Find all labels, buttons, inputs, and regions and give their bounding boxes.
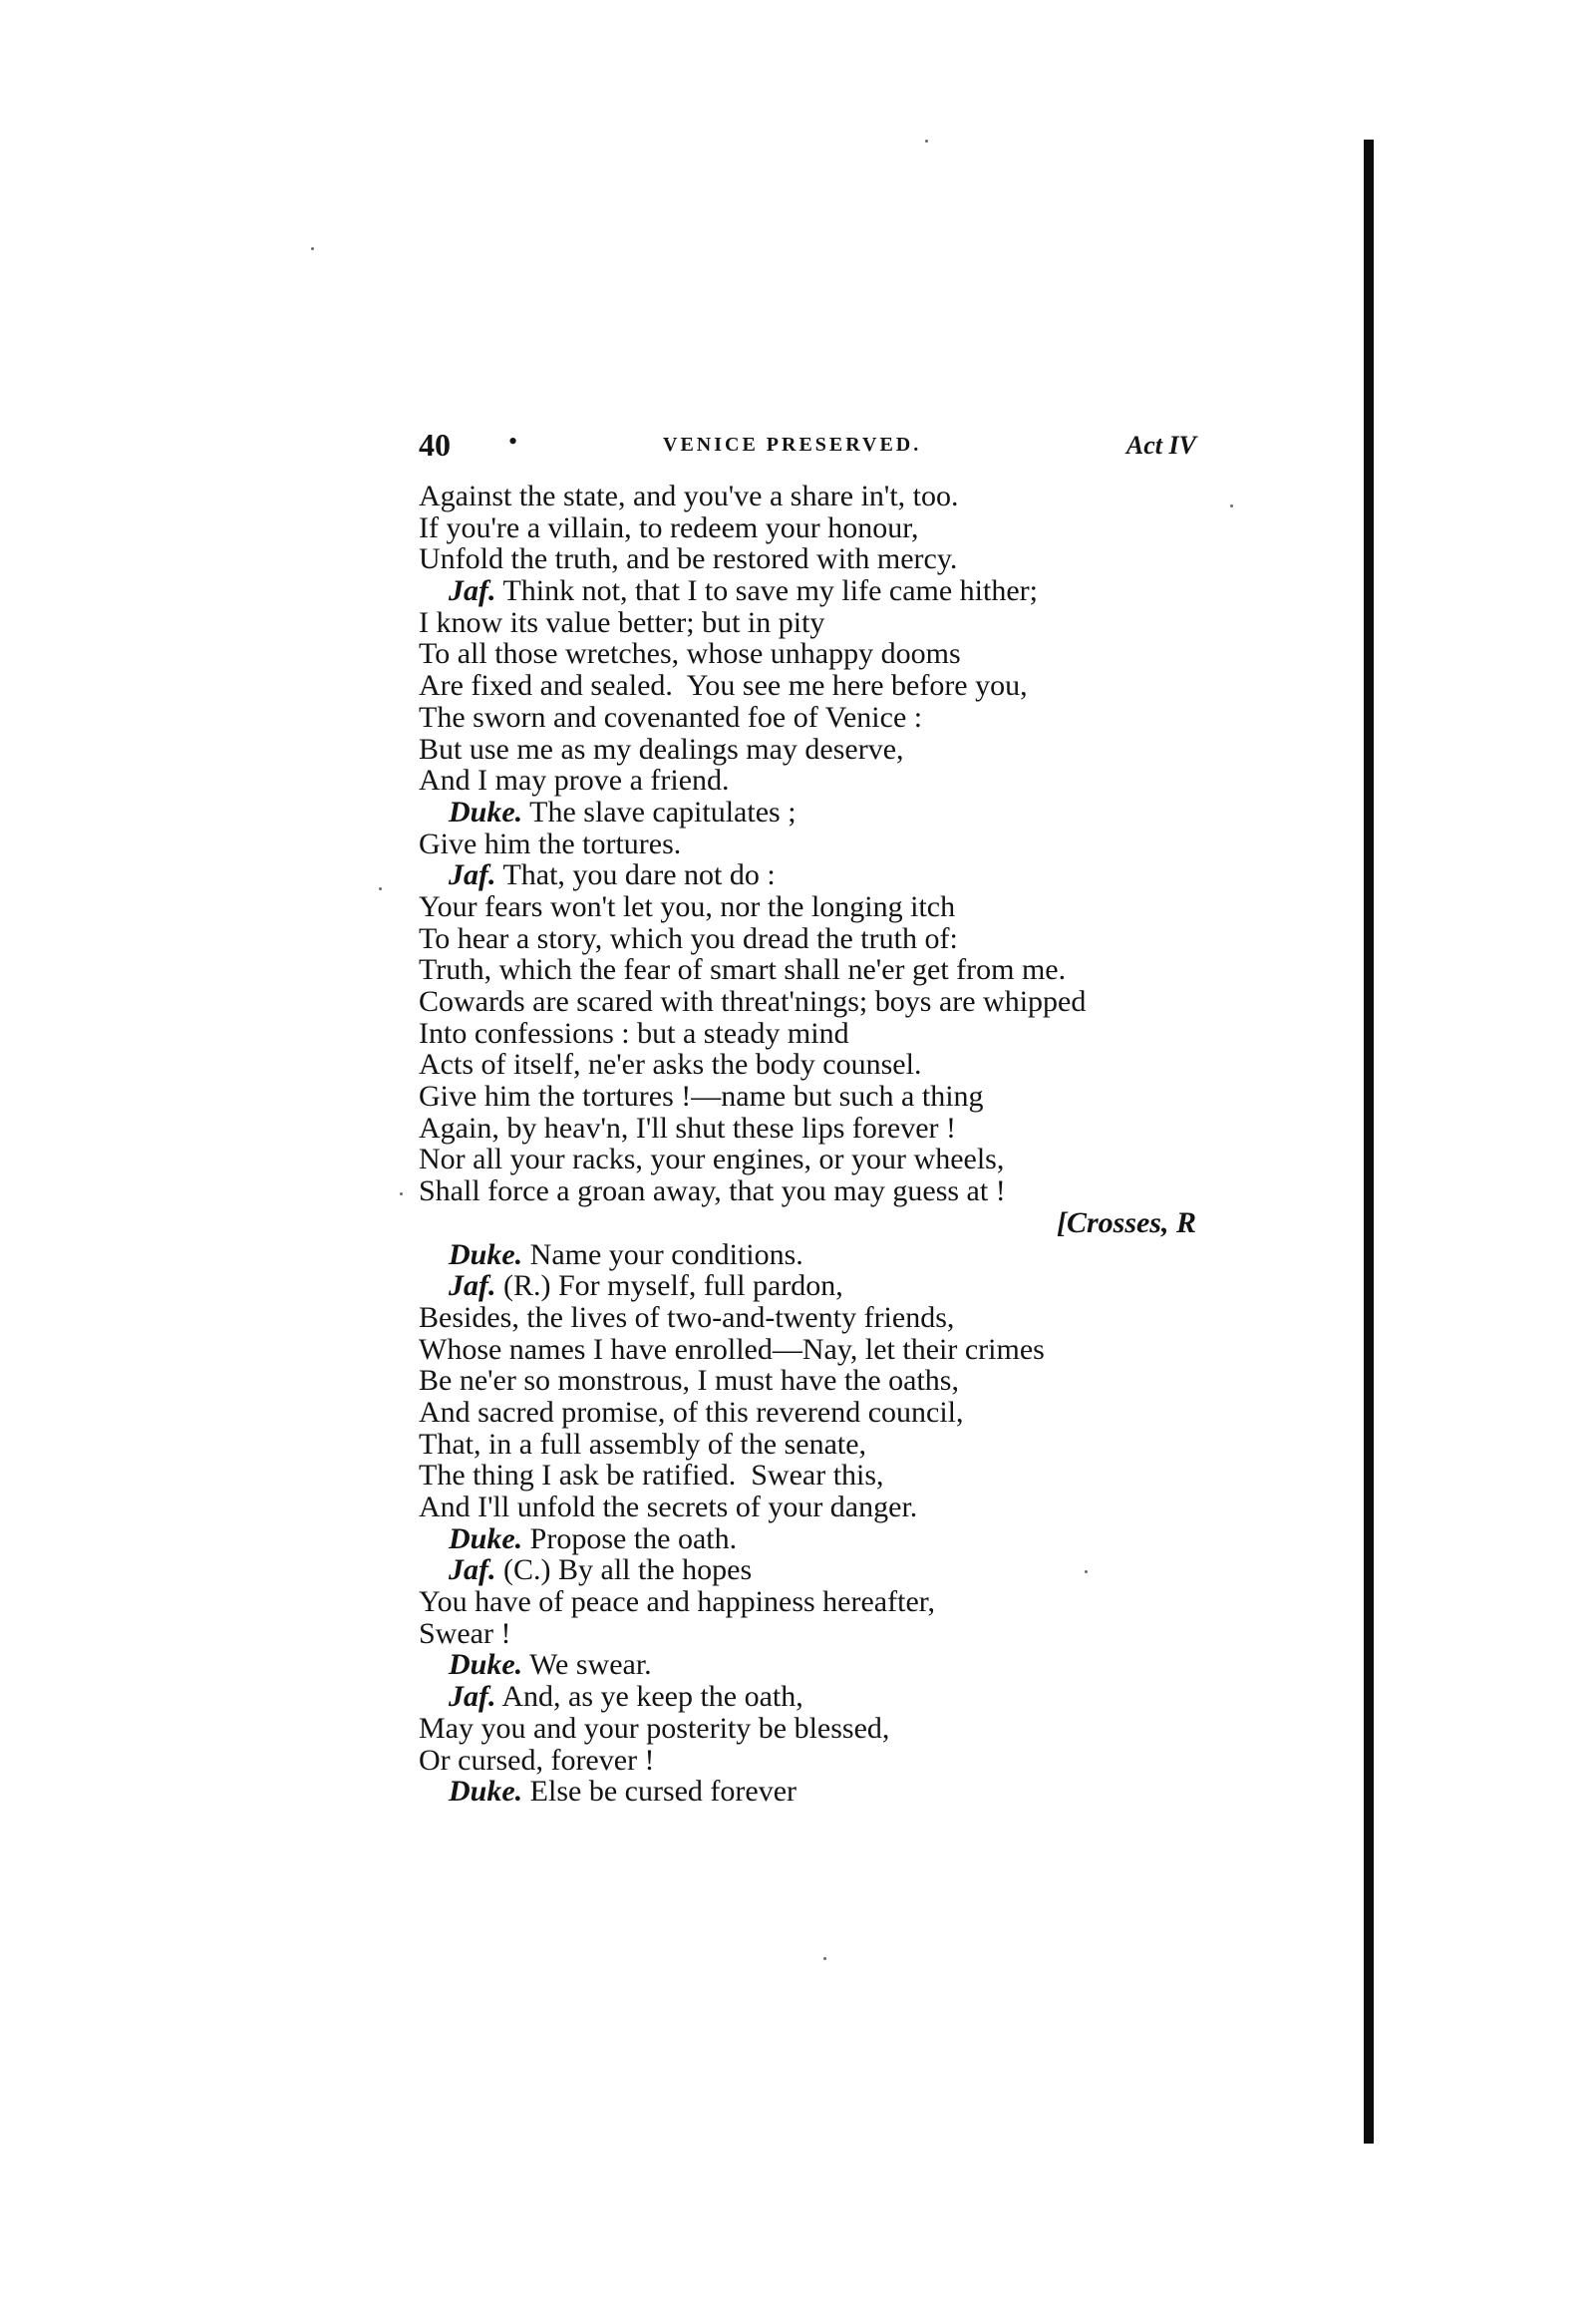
line-text: And I'll unfold the secrets of your danger. [419, 1491, 918, 1523]
line-text: Swear ! [419, 1616, 511, 1650]
line-text: May you and your posterity be blessed, [419, 1711, 890, 1745]
verse-line [419, 891, 1196, 923]
paper-speck [400, 1192, 403, 1195]
verse-line [419, 1081, 1196, 1113]
verse-line [419, 670, 1196, 702]
line-text: (C.) By all the hopes [495, 1553, 753, 1587]
speaker-name: Duke. [449, 1775, 523, 1809]
speaker-name: Jaf. [449, 1553, 496, 1587]
line-text: Truth, which the fear of smart shall ne'er get from me. [419, 953, 1067, 987]
verse-line [419, 1365, 1196, 1397]
verse-line [419, 1429, 1196, 1461]
book-spine-shadow [1364, 140, 1374, 2144]
line-text: Whose names I have enrolled—Nay, let their crimes [419, 1332, 1045, 1366]
line-text: Give him the tortures !—name but such a thing [419, 1080, 984, 1114]
verse-line [419, 1492, 1196, 1523]
line-text: Be ne'er so monstrous, I must have the oaths, [419, 1364, 959, 1398]
speaker-name: Jaf. [449, 1269, 496, 1303]
line-text: Nor all your racks, your engines, or your wheels, [419, 1143, 1005, 1176]
line-text: Are fixed and sealed. You see me here before you, [419, 669, 1028, 703]
act-label: Act IV [1125, 431, 1196, 460]
verse-line [419, 1144, 1196, 1175]
paper-speck [379, 887, 382, 890]
paper-speck [823, 1957, 826, 1960]
paper-speck [311, 247, 314, 250]
verse-line [419, 829, 1196, 860]
verse-line [419, 1554, 1196, 1586]
verse-line [419, 1270, 1196, 1302]
line-text: Acts of itself, ne'er asks the body counsel. [419, 1048, 922, 1082]
verse-line [419, 1618, 1196, 1650]
line-text: Shall force a groan away, that you may guess at ! [419, 1174, 1006, 1208]
line-text: Unfold the truth, and be restored with mercy. [419, 542, 958, 576]
verse-line [419, 1649, 1196, 1681]
line-text: The sworn and covenanted foe of Venice : [419, 700, 923, 734]
page-number: 40 [419, 427, 451, 463]
line-text: Propose the oath. [522, 1521, 738, 1555]
verse-line [419, 512, 1196, 544]
line-text: That, you dare not do : [495, 858, 776, 892]
line-text: Else be cursed forever [522, 1775, 797, 1809]
verse-line [419, 1713, 1196, 1745]
line-text: Besides, the lives of two-and-twenty friends, [419, 1300, 955, 1334]
verse-line [419, 765, 1196, 797]
verse-line [419, 1302, 1196, 1334]
line-text: We swear. [522, 1648, 652, 1682]
line-text: (R.) For myself, full pardon, [495, 1269, 843, 1303]
verse-line [419, 638, 1196, 670]
speaker-name: Jaf. [449, 858, 496, 892]
speaker-name: Duke. [449, 795, 523, 829]
line-text: I know its value better; but in pity [419, 605, 825, 639]
line-text: If you're a villain, to redeem your honour, [419, 510, 919, 544]
verse-line [419, 1776, 1196, 1808]
verse-line [419, 1049, 1196, 1081]
verse-line [419, 1334, 1196, 1366]
verse-line [419, 1586, 1196, 1618]
stage-direction [419, 1207, 1196, 1239]
line-text: Think not, that I to save my life came hither; [495, 574, 1038, 608]
verse-line [419, 923, 1196, 955]
line-text: And, as ye keep the oath, [495, 1680, 803, 1714]
line-text: But use me as my dealings may deserve, [419, 732, 904, 766]
speaker-name: Duke. [449, 1237, 523, 1271]
line-text: Against the state, and you've a share in't, too. [419, 480, 959, 512]
speaker-name: Duke. [449, 1648, 523, 1682]
line-text: [Crosses, R [1056, 1205, 1196, 1239]
line-text: The thing I ask be ratified. Swear this, [419, 1459, 884, 1493]
verse-line [419, 702, 1196, 734]
line-text: Name your conditions. [522, 1237, 803, 1271]
verse-line [419, 607, 1196, 639]
verse-line [419, 1018, 1196, 1050]
line-text: The slave capitulates ; [522, 795, 796, 829]
line-text: To hear a story, which you dread the truth of: [419, 921, 958, 955]
speaker-name: Jaf. [449, 574, 496, 608]
verse-line [419, 1460, 1196, 1492]
verse-line [419, 734, 1196, 766]
verse-line [419, 986, 1196, 1018]
play-text [419, 481, 1196, 1808]
paper-speck [925, 140, 928, 143]
verse-line [419, 575, 1196, 607]
paper-speck [1230, 504, 1233, 507]
verse-line [419, 543, 1196, 575]
verse-line [419, 481, 1196, 512]
verse-line [419, 1397, 1196, 1429]
verse-line [419, 1113, 1196, 1145]
line-text: Again, by heav'n, I'll shut these lips forever ! [419, 1111, 957, 1145]
verse-line [419, 1175, 1196, 1207]
verse-line [419, 1681, 1196, 1713]
page-header [419, 427, 1196, 467]
line-text: Give him the tortures. [419, 827, 682, 860]
verse-line [419, 1239, 1196, 1271]
line-text: You have of peace and happiness hereafter, [419, 1585, 936, 1619]
verse-line [419, 1745, 1196, 1777]
line-text: To all those wretches, whose unhappy dooms [419, 637, 961, 671]
verse-line [419, 859, 1196, 891]
line-text: And sacred promise, of this reverend council, [419, 1395, 964, 1429]
line-text: Cowards are scared with threat'nings; boys are whipped [419, 985, 1087, 1018]
line-text: That, in a full assembly of the senate, [419, 1427, 867, 1461]
speaker-name: Duke. [449, 1521, 523, 1555]
line-text: Into confessions : but a steady mind [419, 1016, 849, 1050]
header-dot: • [508, 427, 518, 456]
line-text: Or cursed, forever ! [419, 1743, 655, 1777]
speaker-name: Jaf. [449, 1680, 496, 1714]
verse-line [419, 1523, 1196, 1555]
verse-line [419, 954, 1196, 986]
line-text: Your fears won't let you, nor the longing itch [419, 889, 956, 923]
verse-line [419, 797, 1196, 829]
running-title: VENICE PRESERVED. [663, 434, 922, 456]
line-text: And I may prove a friend. [419, 764, 730, 798]
